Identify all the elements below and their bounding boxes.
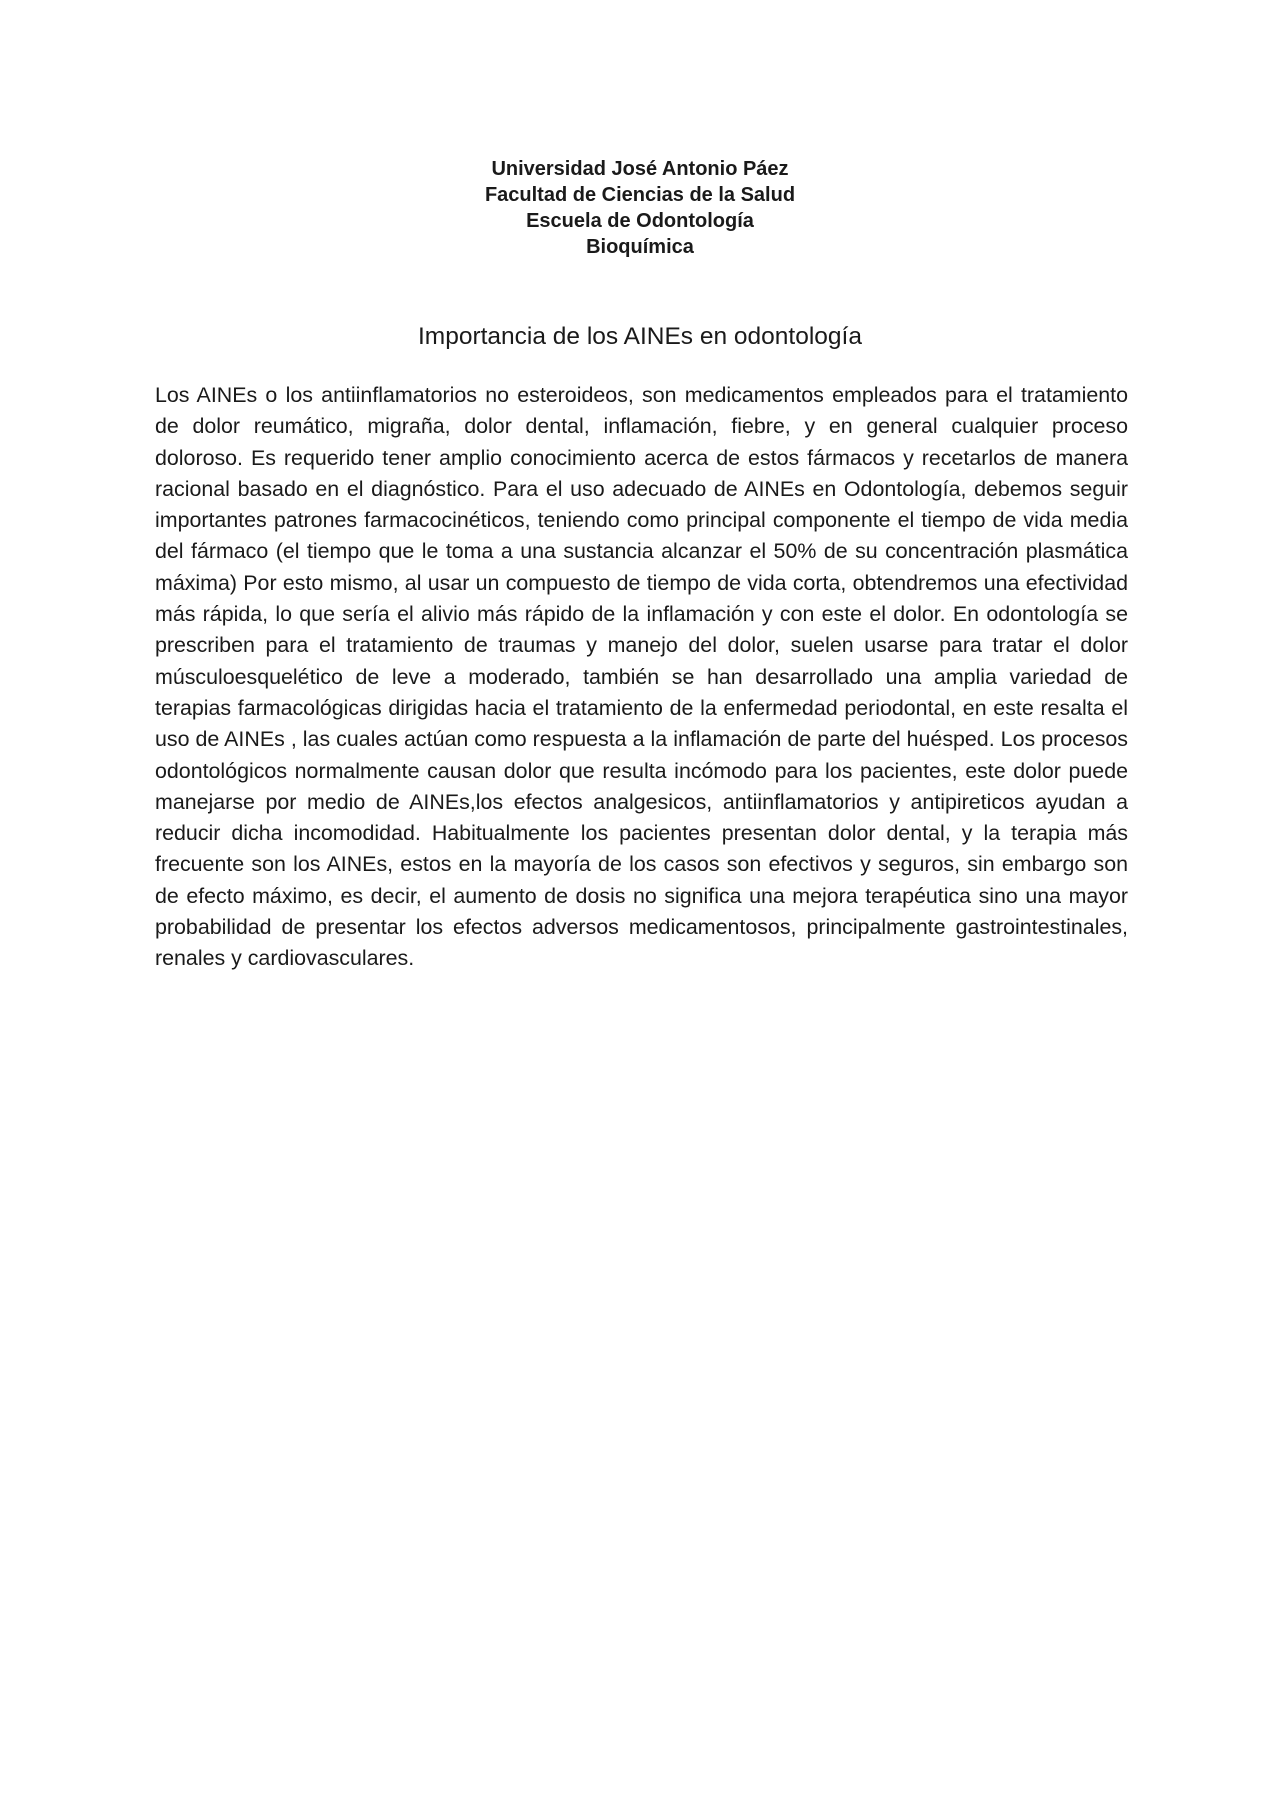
institution-header <box>0 156 1280 260</box>
school-name: Escuela de Odontología <box>526 210 754 232</box>
faculty-name: Facultad de Ciencias de la Salud <box>484 184 796 206</box>
body-paragraph: Los AINEs o los antiinflamatorios no esteroideos, son medicamentos empleados para el tratamiento de dolor reumático, migraña, dolor dental, inflamación, fiebre, y en general cualquier proceso doloroso. Es requerido tener amplio conocimiento acerca de estos fármacos y recetarlos de manera racional basado en el diagnóstico. Para el uso adecuado de AINEs en Odontología, debemos seguir importantes patrones farmacocinéticos, teniendo como principal componente el tiempo de vida media del fármaco (el tiempo que le toma a una sustancia alcanzar el 50% de su concentración plasmática máxima) Por esto mismo, al usar un compuesto de tiempo de vida corta, obtendremos una efectividad más rápida, lo que sería el alivio más rápido de la inflamación y con este el dolor. En odontología se prescriben para el tratamiento de traumas y manejo del dolor, suelen usarse para tratar el dolor músculoesquelético de leve a moderado, también se han desarrollado una amplia variedad de terapias farmacológicas dirigidas hacia el tratamiento de la enfermedad periodontal, en este resalta el uso de AINEs , las cuales actúan como respuesta a la inflamación de parte del huésped. Los procesos odontológicos normalmente causan dolor que resulta incómodo para los pacientes, este dolor puede manejarse por medio de AINEs,los efectos analgesicos, antiinflamatorios y antipireticos ayudan a reducir dicha incomodidad. Habitualmente los pacientes presentan dolor dental, y la terapia más frecuente son los AINEs, estos en la mayoría de los casos son efectivos y seguros, sin embargo son de efecto máximo, es decir, el aumento de dosis no significa una mejora terapéutica sino una mayor probabilidad de presentar los efectos adversos medicamentosos, principalmente gastrointestinales, renales y cardiovasculares. <box>155 383 1128 971</box>
document-title: Importancia de los AINEs en odontología <box>417 323 862 350</box>
university-name: Universidad José Antonio Páez <box>491 158 789 180</box>
course-name: Bioquímica <box>586 236 694 258</box>
